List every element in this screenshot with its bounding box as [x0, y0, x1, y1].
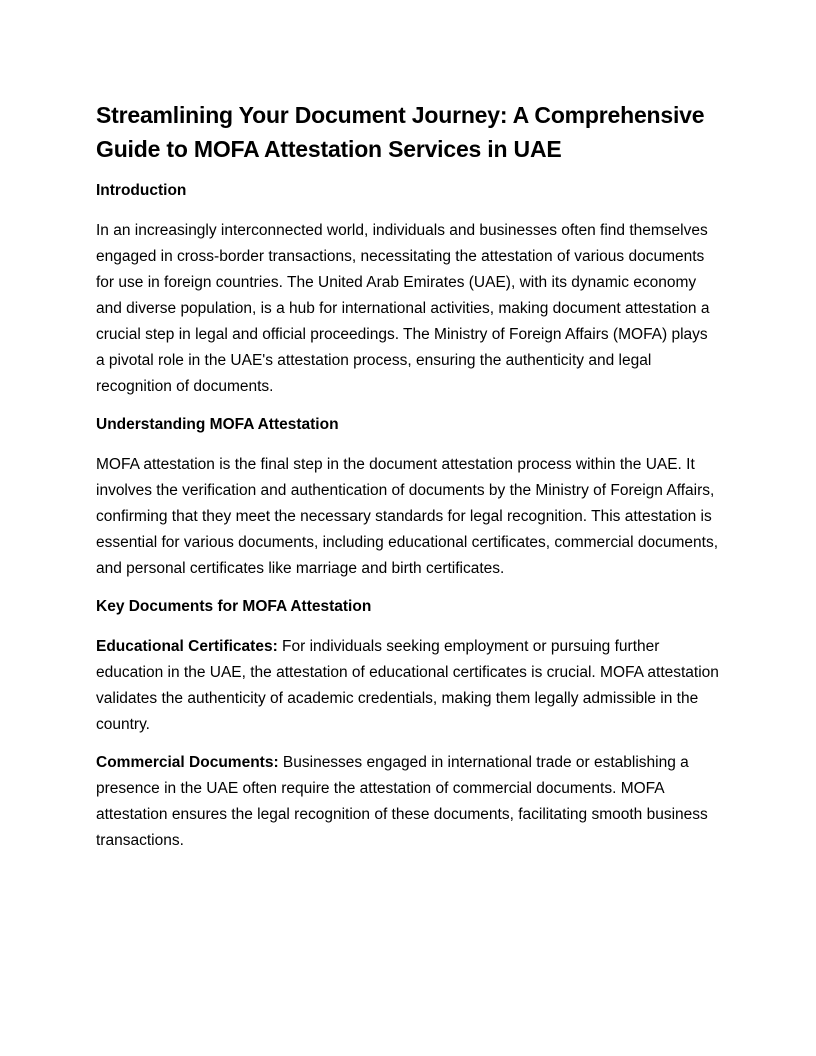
document-title: Streamlining Your Document Journey: A Comprehensive Guide to MOFA Attestation Services in UAE [96, 102, 705, 162]
key-documents-heading: Key Documents for MOFA Attestation [96, 598, 372, 615]
commercial-documents-label: Commercial Documents: [96, 754, 279, 771]
educational-certificates-label: Educational Certificates: [96, 638, 278, 655]
document-page [96, 98, 720, 866]
educational-certificates-paragraph [96, 634, 720, 738]
commercial-documents-text: Businesses engaged in international trade or establishing a presence in the UAE often require the attestation of commercial documents. MOFA attestation ensures the legal recognition of these documents, facilitating smooth business transactions. [96, 754, 708, 849]
commercial-documents-paragraph [96, 750, 720, 854]
educational-certificates-text: For individuals seeking employment or pursuing further education in the UAE, the attestation of educational certificates is crucial. MOFA attestation validates the authenticity of academic credentials, making them legally admissible in the country. [96, 638, 719, 733]
introduction-heading: Introduction [96, 182, 187, 199]
understanding-paragraph: MOFA attestation is the final step in the document attestation process within the UAE. It involves the verification and authentication of documents by the Ministry of Foreign Affairs, confirming that they meet the necessary standards for legal recognition. This attestation is essential for various documents, including educational certificates, commercial documents, and personal certificates like marriage and birth certificates. [96, 456, 719, 577]
understanding-heading: Understanding MOFA Attestation [96, 416, 339, 433]
introduction-paragraph: In an increasingly interconnected world, individuals and businesses often find themselves engaged in cross-border transactions, necessitating the attestation of various documents for use in foreign countries. The United Arab Emirates (UAE), with its dynamic economy and diverse population, is a hub for international activities, making document attestation a crucial step in legal and official proceedings. The Ministry of Foreign Affairs (MOFA) plays a pivotal role in the UAE's attestation process, ensuring the authenticity and legal recognition of documents. [96, 222, 710, 395]
